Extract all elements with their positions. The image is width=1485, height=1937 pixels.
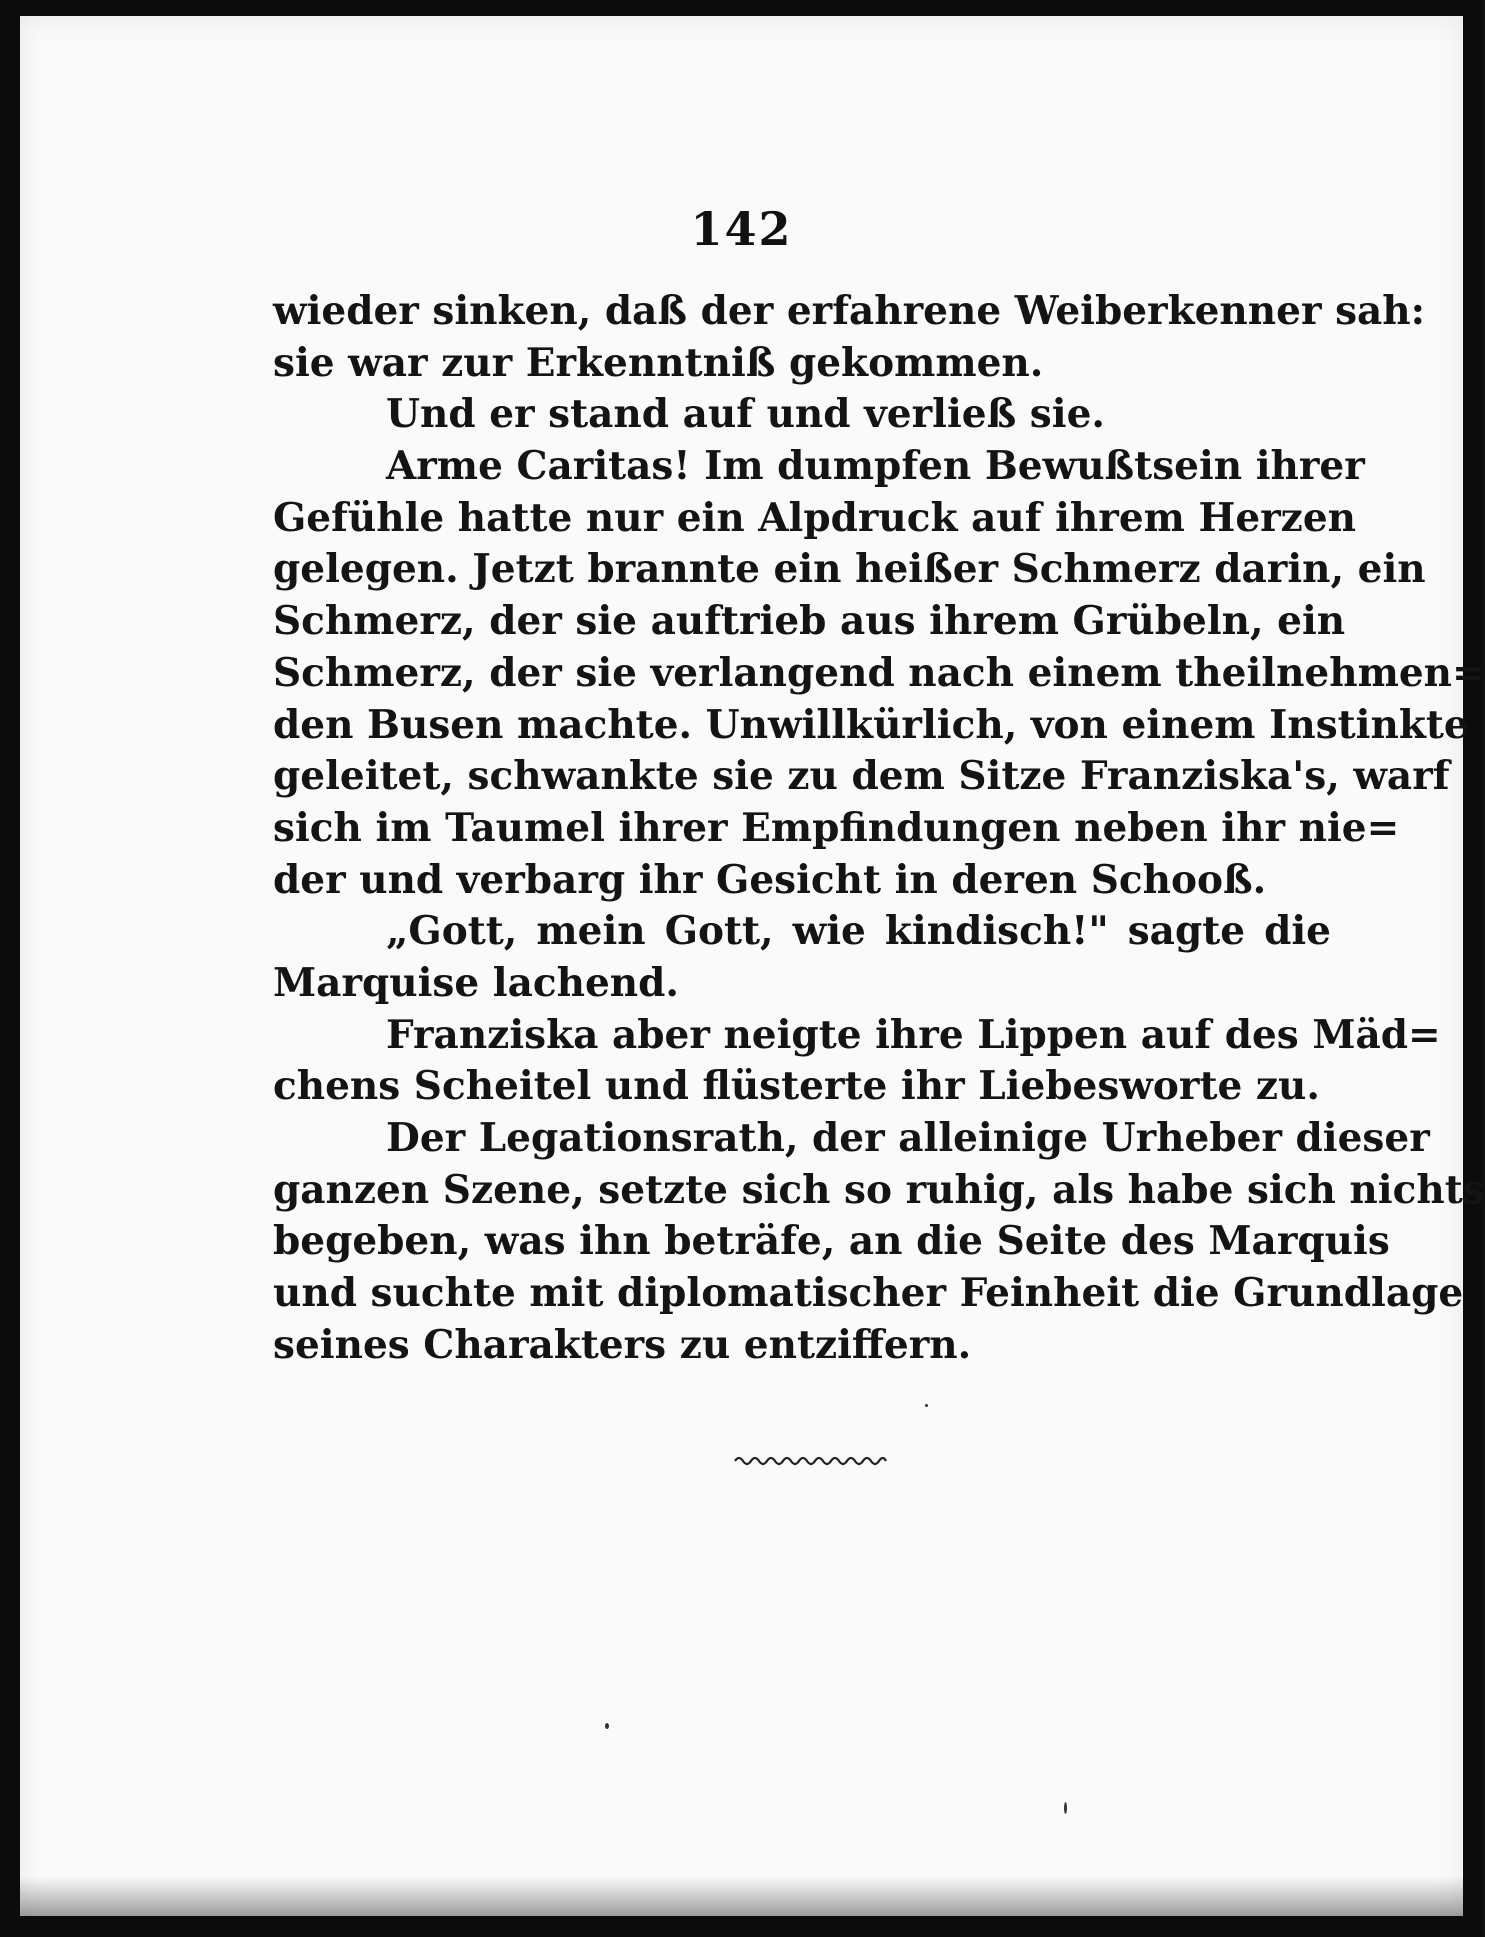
text-line: begeben, was ihn beträfe, an die Seite des Marquis	[273, 1218, 1390, 1265]
ornament-divider	[733, 1452, 888, 1466]
body-text	[273, 286, 1485, 1371]
text-line: Gefühle hatte nur ein Alpdruck auf ihrem Herzen	[273, 494, 1356, 541]
text-line: wieder sinken, daß der erfahrene Weiberkenner sah:	[273, 288, 1426, 334]
text-line: chens Scheitel und flüsterte ihr Liebesworte zu.	[273, 1063, 1320, 1110]
text-line: sich im Taumel ihrer Empfindungen neben ihr nie=	[273, 804, 1400, 851]
text-line: ganzen Szene, setzte sich so ruhig, als habe sich nichts	[273, 1166, 1485, 1213]
text-line: der und verbarg ihr Gesicht in deren Schooß.	[273, 856, 1267, 903]
text-line: Arme Caritas! Im dumpfen Bewußtsein ihrer	[386, 443, 1365, 490]
text-line: gelegen. Jetzt brannte ein heißer Schmerz darin, ein	[273, 546, 1426, 593]
text-line: Und er stand auf und verließ sie.	[386, 391, 1105, 438]
text-line: „Gott, mein Gott, wie kindisch!" sagte die	[386, 908, 1331, 955]
text-line: Schmerz, der sie auftrieb aus ihrem Grübeln, ein	[273, 598, 1346, 645]
dust-speck	[925, 1404, 928, 1407]
edge-shadow	[20, 1876, 1463, 1916]
text-line: Franziska aber neigte ihre Lippen auf des Mäd=	[386, 1011, 1441, 1058]
text-line: Der Legationsrath, der alleinige Urheber dieser	[386, 1115, 1430, 1161]
paper-sheet	[20, 16, 1485, 1916]
text-line: den Busen machte. Unwillkürlich, von einem Instinkte	[273, 701, 1469, 748]
text-line: geleitet, schwankte sie zu dem Sitze Franziska's, warf	[273, 753, 1450, 800]
page-number: 142	[690, 202, 793, 256]
dust-speck	[605, 1723, 609, 1729]
text-line: seines Charakters zu entziffern.	[273, 1321, 972, 1368]
text-line: und suchte mit diplomatischer Feinheit die Grundlage	[273, 1270, 1464, 1317]
text-line: Marquise lachend.	[273, 959, 679, 1006]
text-line: sie war zur Erkenntniß gekommen.	[273, 339, 1044, 386]
text-line: Schmerz, der sie verlangend nach einem theilnehmen=	[273, 649, 1485, 696]
dust-speck	[1064, 1802, 1067, 1814]
